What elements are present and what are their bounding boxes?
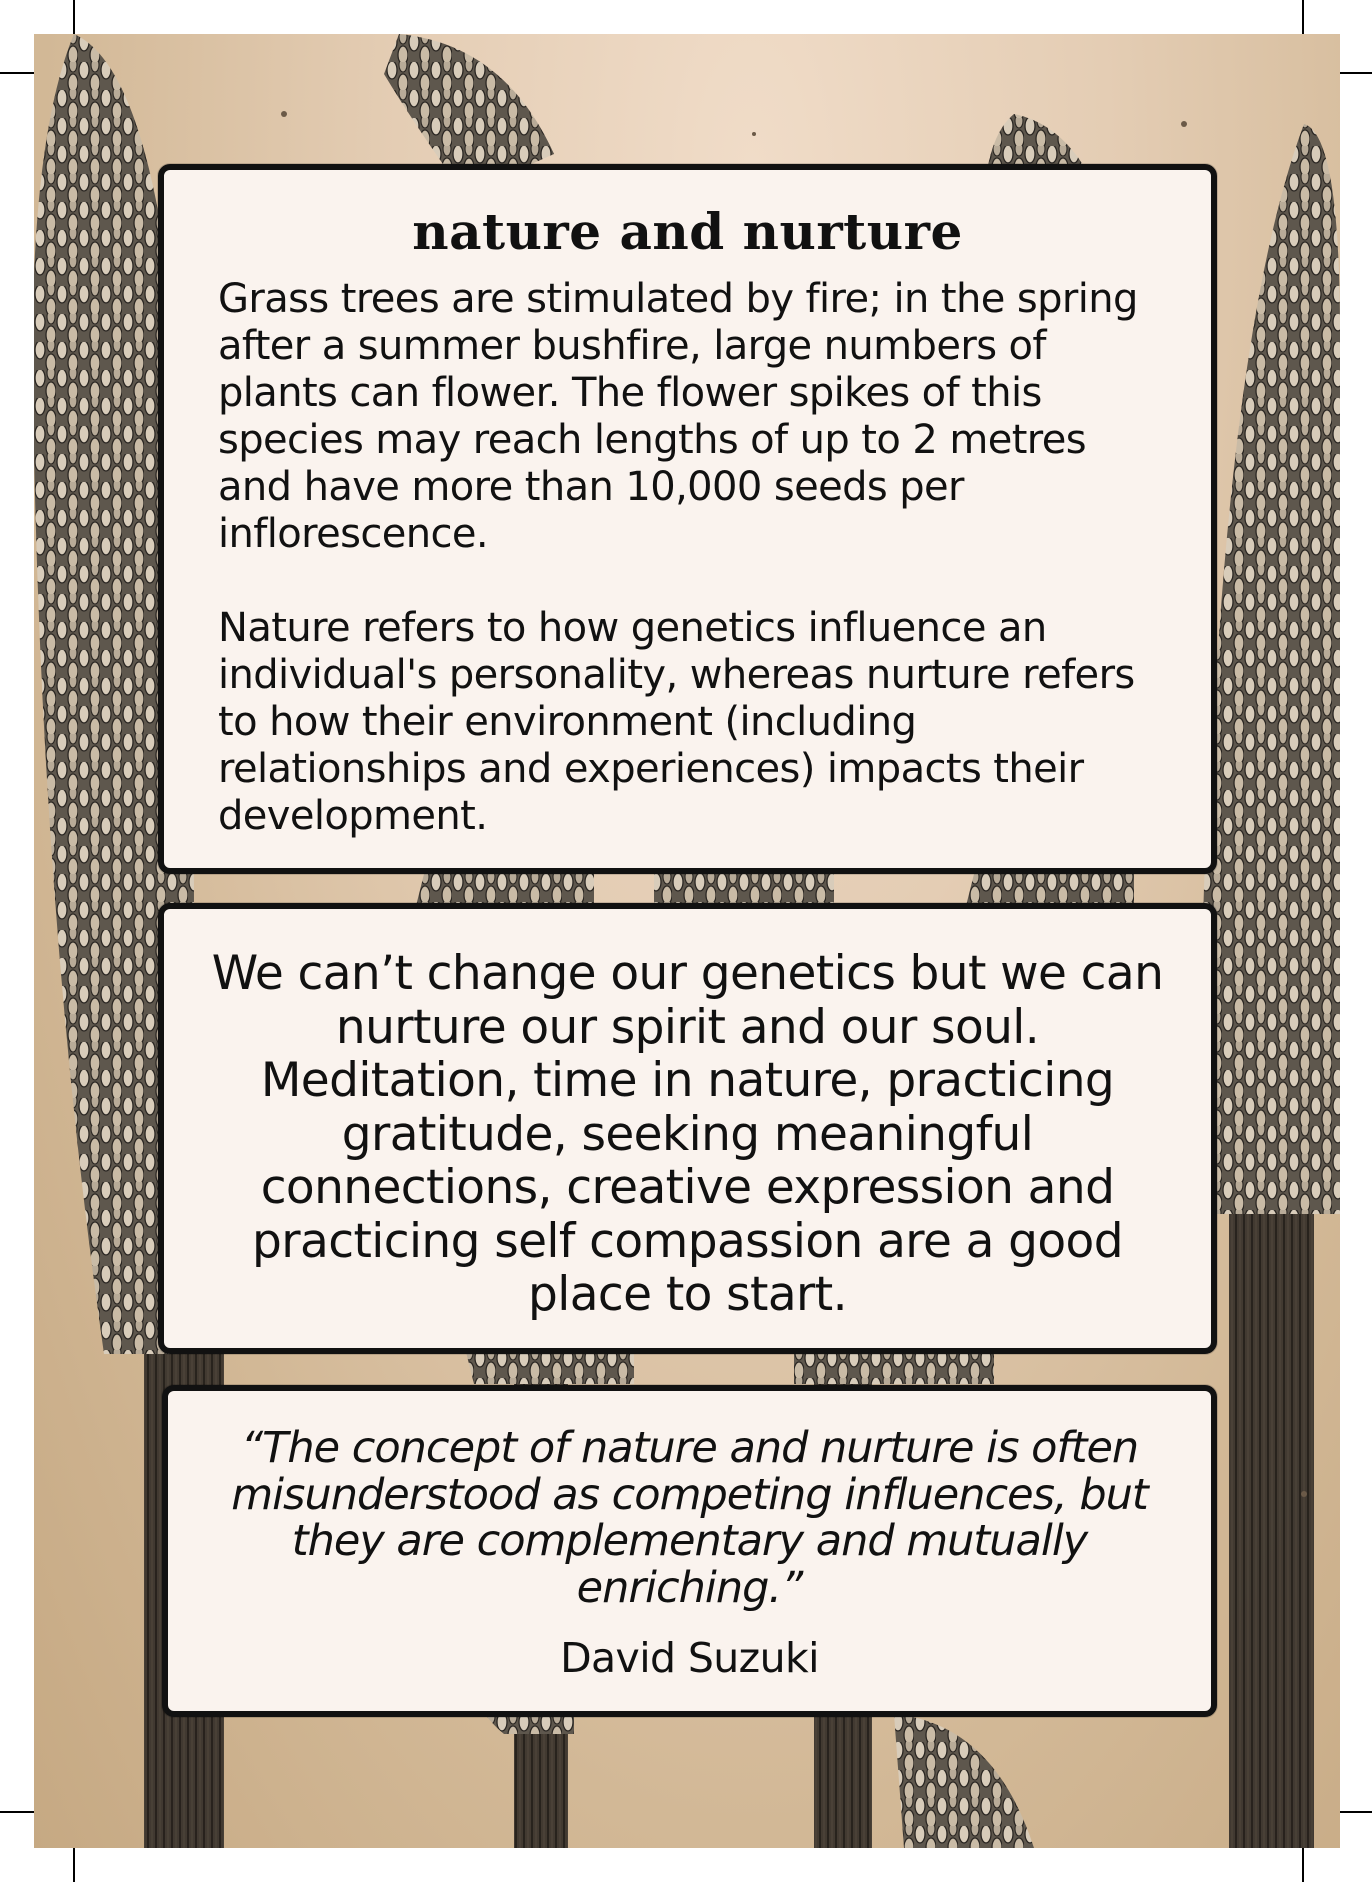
crop-mark <box>1302 0 1304 34</box>
crop-mark <box>0 72 34 74</box>
info-card <box>158 164 1217 874</box>
card-title: nature and nurture <box>412 202 963 261</box>
message-card <box>158 903 1217 1354</box>
message-text: We can’t change our genetics but we can nurture our spirit and our soul. Meditation, time in nature, practicing gratitude, seeking meaningful connections, creative expression and practicing self compassion are a good place to start. <box>211 946 1164 1322</box>
paragraph-grass-trees: Grass trees are stimulated by fire; in the spring after a summer bushfire, large numbers of plants can flower. The flower spikes of this species may reach lengths of up to 2 metres and have more than 10,000 seeds per inflorescence. <box>218 276 1138 557</box>
quote-text: “The concept of nature and nurture is often misunderstood as competing influences, but they are complementary and mutually enriching.” <box>231 1423 1148 1613</box>
quote-card <box>162 1385 1217 1717</box>
crop-mark <box>1340 72 1372 74</box>
crop-mark <box>73 1848 75 1882</box>
crop-mark <box>73 0 75 34</box>
crop-mark <box>0 1811 34 1813</box>
paragraph-nature-nurture: Nature refers to how genetics influence an individual's personality, whereas nurture refers to how their environment (including relationships and experiences) impacts their development. <box>218 605 1135 839</box>
crop-mark <box>1340 1811 1372 1813</box>
quote-author: David Suzuki <box>560 1634 819 1682</box>
crop-mark <box>1302 1848 1304 1882</box>
